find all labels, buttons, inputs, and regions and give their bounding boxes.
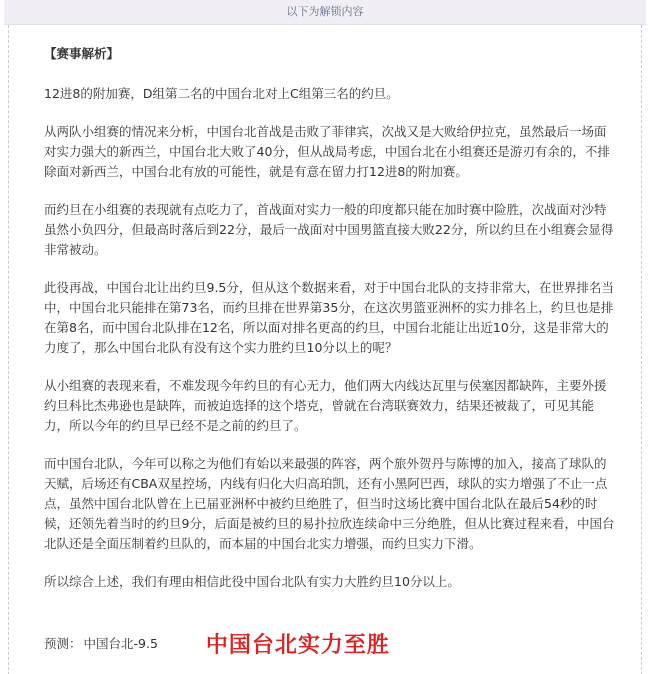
paragraph-1: 12进8的附加赛，D组第二名的中国台北对上C组第三名的约旦。 — [44, 86, 399, 101]
article-body — [44, 44, 616, 592]
paragraph-4: 此役再战，中国台北让出约旦9.5分，但从这个数据来看，对于中国台北队的支持非常大，在世界排名当中，中国台北只能排在第73名，而约旦排在世界第35分，在这次男篮亚洲杯的实力排名上，约旦也是排在第8名，而中国台北队排在12名，所以面对排名更高的约旦，中国台北能让出近10分，这是非常大的力度了，那么中国台北队有没有这个实力胜约旦10分以上的呢？ — [44, 280, 614, 355]
prediction-row — [44, 626, 616, 660]
unlocked-content-header — [4, 0, 646, 25]
prediction-label: 预测： — [44, 636, 82, 651]
section-title: 【赛事解析】 — [44, 46, 120, 61]
paragraph-6: 而中国台北队，今年可以称之为他们有始以来最强的阵容，两个旅外贺丹与陈博的加入，接高了球队的天赋，后场还有CBA双星控场，内线有归化大归高珀凯，还有小黑阿巴西，球队的实力增强了不止一点点，虽然中国台北队曾在上已届亚洲杯中被约旦绝胜了，但当时这场比赛中国台北队在最后54秒的时候，还领先着当时的约旦9分，后面是被约旦的易扑拉欣连续命中三分绝胜，但从比赛过程来看，中国台北队还是全面压制着约旦队的，而本届的中国台北实力增强，而约旦实力下滑。 — [44, 456, 615, 551]
paragraph-7: 所以综合上述，我们有理由相信此役中国台北队有实力大胜约旦10分以上。 — [44, 574, 460, 589]
prediction-headline: 中国台北实力至胜 — [205, 632, 390, 658]
paragraph-3: 而约旦在小组赛的表现就有点吃力了，首战面对实力一般的印度都只能在加时赛中险胜，次战面对沙特虽然小负四分，但最高时落后到22分，最后一战面对中国男篮直接大败22分，所以约旦在小组赛会显得非常被动。 — [44, 202, 614, 257]
paragraph-2: 从两队小组赛的情况来分析，中国台北首战是击败了菲律宾，次战又是大败给伊拉克，虽然最后一场面对实力强大的新西兰，中国台北大败了40分，但从战局考虑，中国台北在小组赛还是游刃有余的，不排除面对新西兰，中国台北有放的可能性，就是有意在留力打12进8的附加赛。 — [44, 124, 610, 179]
paragraph-5: 从小组赛的表现来看，不难发现今年约旦的有心无力，他们两大内线达瓦里与侯塞因都缺阵，主要外援约旦科比杰弗逊也是缺阵，而被迫选择的这个塔克，曾就在台湾联赛效力，结果还被裁了，可见其能力，所以今年的约旦早已经不是之前的约旦了。 — [44, 378, 607, 433]
prediction-value: 中国台北-9.5 — [83, 636, 158, 651]
header-label: 以下为解锁内容 — [286, 5, 364, 18]
